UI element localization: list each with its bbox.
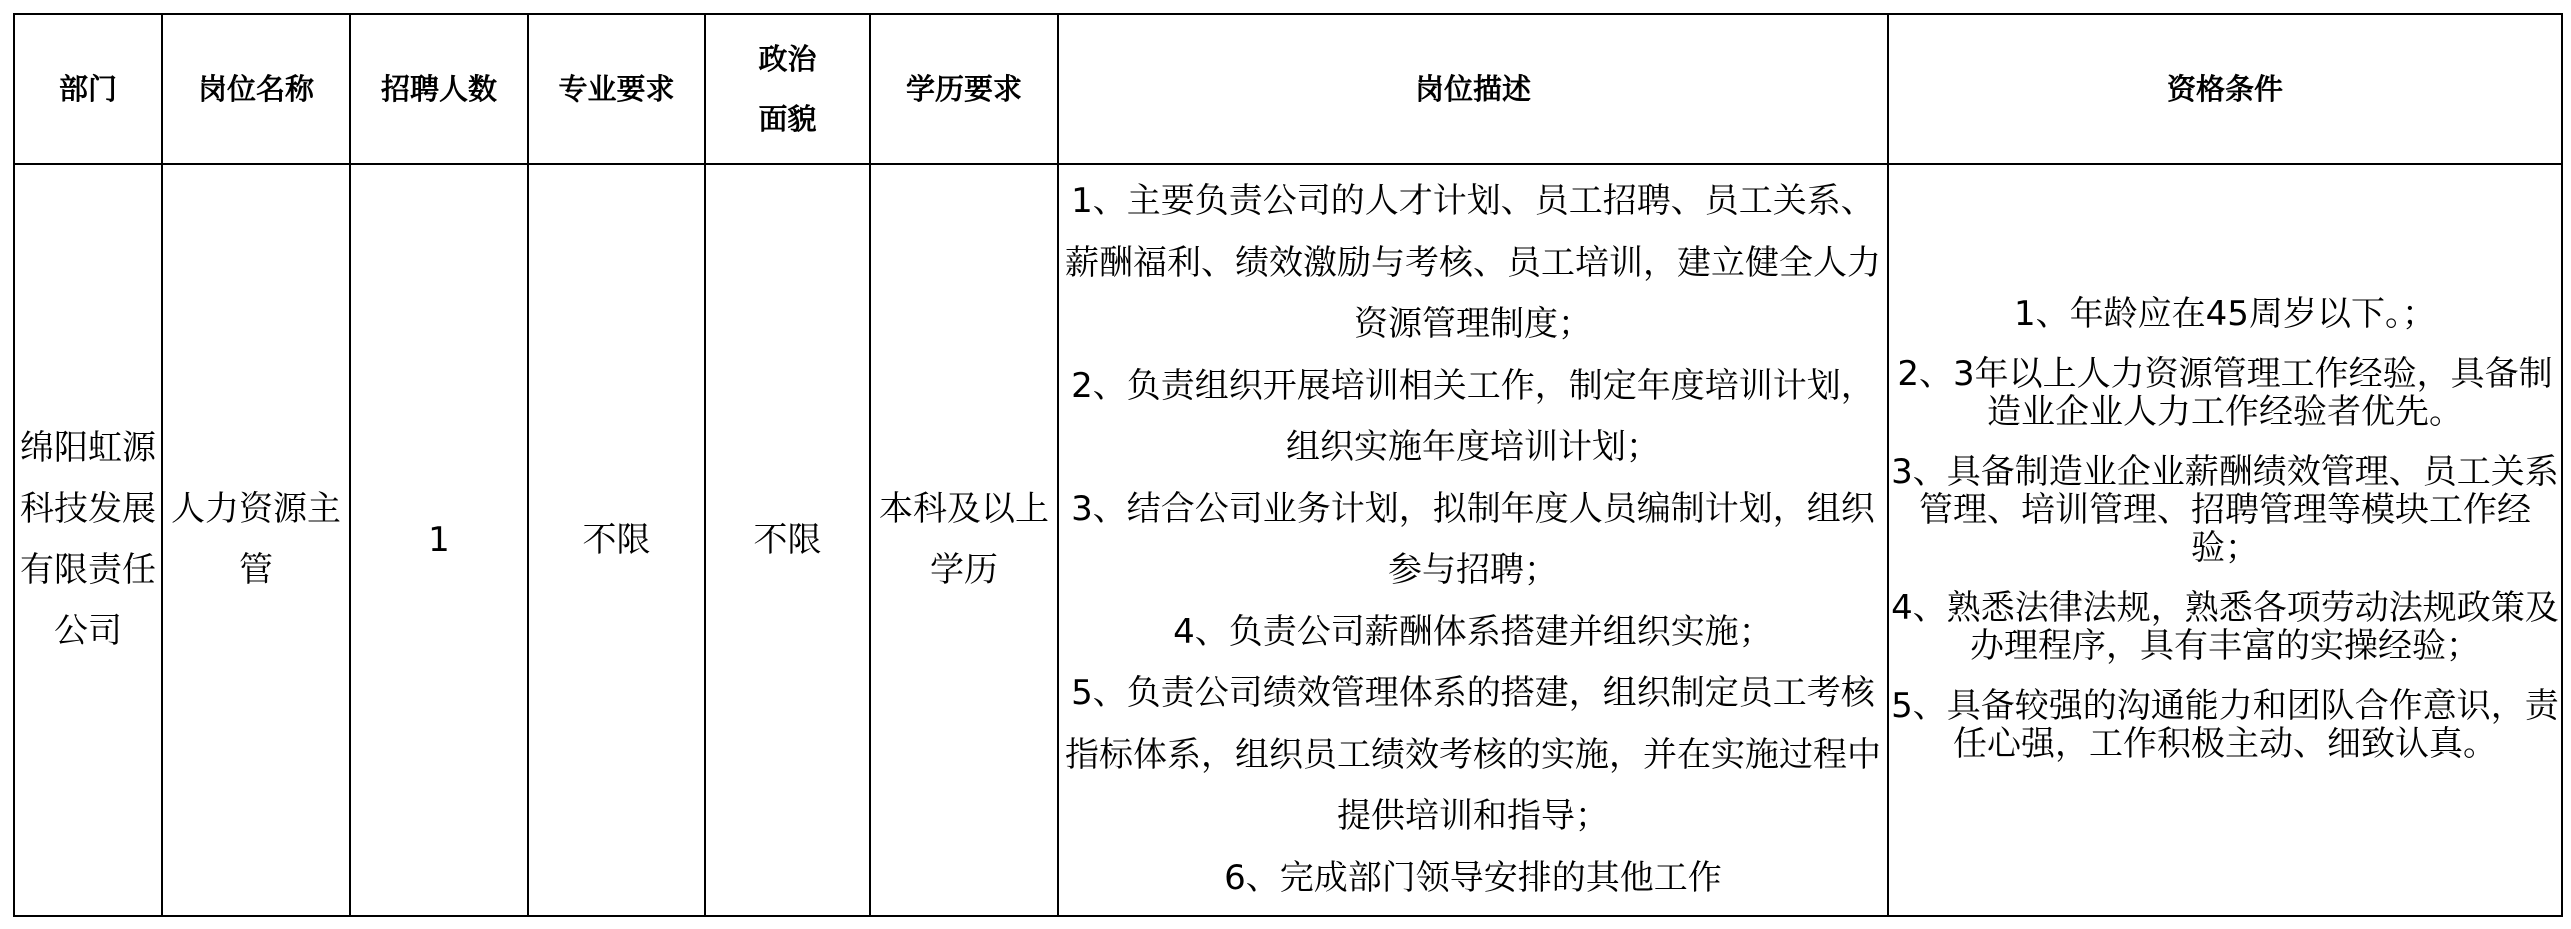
qualification-item-1: 1、年龄应在45周岁以下。； (2014, 294, 2436, 334)
cell-department: 绵阳虹源科技发展有限责任公司 (14, 164, 162, 916)
cell-headcount: 1 (350, 164, 528, 916)
header-department: 部门 (14, 14, 162, 164)
header-headcount: 招聘人数 (350, 14, 528, 164)
qualification-item-3: 3、具备制造业企业薪酬绩效管理、员工关系管理、培训管理、招聘管理等模块工作经验； (1891, 452, 2559, 568)
cell-position: 人力资源主管 (162, 164, 350, 916)
description-item-3: 3、结合公司业务计划，拟制年度人员编制计划，组织参与招聘； (1071, 488, 1875, 590)
header-political-line1: 政治 (758, 42, 817, 76)
description-item-1: 1、主要负责公司的人才计划、员工招聘、员工关系、薪酬福利、绩效激励与考核、员工培训，建立健全人力资源管理制度； (1065, 181, 1881, 344)
cell-education: 本科及以上学历 (870, 164, 1058, 916)
header-political-line2: 面貌 (758, 102, 817, 136)
qualification-item-5: 5、具备较强的沟通能力和团队合作意识，责任心强，工作积极主动、细致认真。 (1891, 686, 2559, 764)
description-item-6: 6、完成部门领导安排的其他工作 (1224, 857, 1722, 898)
description-item-5: 5、负责公司绩效管理体系的搭建，组织制定员工考核指标体系，组织员工绩效考核的实施，并在实施过程中提供培训和指导； (1065, 673, 1881, 836)
cell-major: 不限 (528, 164, 705, 916)
header-major: 专业要求 (528, 14, 705, 164)
table-row (14, 164, 2562, 916)
qualification-item-2: 2、3年以上人力资源管理工作经验，具备制造业企业人力工作经验者优先。 (1897, 354, 2553, 432)
cell-political: 不限 (705, 164, 870, 916)
cell-description (1058, 164, 1888, 916)
header-qualifications: 资格条件 (1888, 14, 2562, 164)
description-item-4: 4、负责公司薪酬体系搭建并组织实施； (1173, 611, 1773, 652)
description-item-2: 2、负责组织开展培训相关工作，制定年度培训计划，组织实施年度培训计划； (1071, 365, 1875, 467)
qualification-item-4: 4、熟悉法律法规，熟悉各项劳动法规政策及办理程序，具有丰富的实操经验； (1891, 588, 2559, 666)
header-political (705, 14, 870, 164)
table-header-row (14, 14, 2562, 164)
header-position: 岗位名称 (162, 14, 350, 164)
header-description: 岗位描述 (1058, 14, 1888, 164)
job-posting-table (13, 13, 2563, 917)
header-education: 学历要求 (870, 14, 1058, 164)
cell-qualifications (1888, 164, 2562, 916)
